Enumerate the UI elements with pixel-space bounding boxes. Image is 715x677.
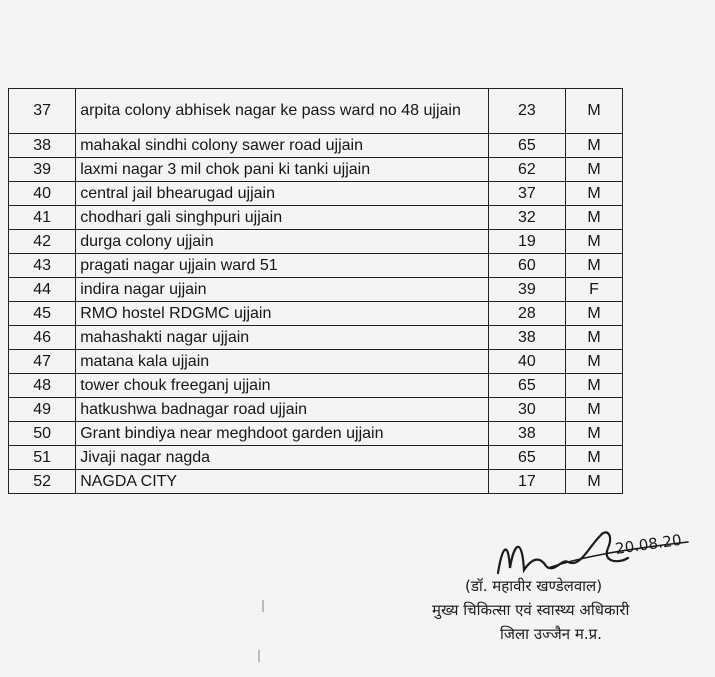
table-row (9, 302, 623, 326)
address-cell: indira nagar ujjain (76, 278, 488, 302)
age-cell: 32 (488, 206, 566, 230)
address-cell: arpita colony abhisek nagar ke pass ward no 48 ujjain (76, 89, 488, 134)
address-cell: Jivaji nagar nagda (76, 446, 488, 470)
sex-cell: M (566, 398, 623, 422)
officer-designation: मुख्य चिकित्सा एवं स्वास्थ्य अधिकारी (432, 601, 630, 619)
table-row (9, 182, 623, 206)
address-cell: RMO hostel RDGMC ujjain (76, 302, 488, 326)
age-cell: 23 (488, 89, 566, 134)
serial-number-cell: 40 (9, 182, 76, 206)
sex-cell: M (566, 89, 623, 134)
table-row (9, 470, 623, 494)
address-cell: pragati nagar ujjain ward 51 (76, 254, 488, 278)
office-location: जिला उज्जैन म.प्र. (500, 625, 602, 643)
serial-number-cell: 42 (9, 230, 76, 254)
serial-number-cell: 38 (9, 134, 76, 158)
sex-cell: M (566, 374, 623, 398)
signature-date: 20.08.20 (614, 530, 683, 558)
sex-cell: M (566, 134, 623, 158)
sex-cell: M (566, 158, 623, 182)
age-cell: 65 (488, 374, 566, 398)
serial-number-cell: 43 (9, 254, 76, 278)
table-row (9, 422, 623, 446)
address-cell: laxmi nagar 3 mil chok pani ki tanki ujjain (76, 158, 488, 182)
table-row (9, 230, 623, 254)
address-cell: chodhari gali singhpuri ujjain (76, 206, 488, 230)
table-row (9, 398, 623, 422)
age-cell: 62 (488, 158, 566, 182)
scan-mark (262, 600, 264, 612)
table-row (9, 326, 623, 350)
serial-number-cell: 47 (9, 350, 76, 374)
sex-cell: M (566, 446, 623, 470)
address-cell: mahakal sindhi colony sawer road ujjain (76, 134, 488, 158)
age-cell: 60 (488, 254, 566, 278)
age-cell: 65 (488, 446, 566, 470)
address-cell: central jail bhearugad ujjain (76, 182, 488, 206)
address-cell: Grant bindiya near meghdoot garden ujjain (76, 422, 488, 446)
officer-name: (डॉ. महावीर खण्डेलवाल) (465, 577, 603, 595)
sex-cell: F (566, 278, 623, 302)
age-cell: 19 (488, 230, 566, 254)
serial-number-cell: 39 (9, 158, 76, 182)
serial-number-cell: 44 (9, 278, 76, 302)
address-cell: durga colony ujjain (76, 230, 488, 254)
sex-cell: M (566, 326, 623, 350)
table-row (9, 89, 623, 134)
age-cell: 39 (488, 278, 566, 302)
age-cell: 40 (488, 350, 566, 374)
serial-number-cell: 41 (9, 206, 76, 230)
table-row (9, 158, 623, 182)
table-row (9, 374, 623, 398)
serial-number-cell: 48 (9, 374, 76, 398)
address-cell: hatkushwa badnagar road ujjain (76, 398, 488, 422)
table-row (9, 206, 623, 230)
age-cell: 37 (488, 182, 566, 206)
serial-number-cell: 49 (9, 398, 76, 422)
table-row (9, 278, 623, 302)
sex-cell: M (566, 230, 623, 254)
table-row (9, 446, 623, 470)
age-cell: 38 (488, 326, 566, 350)
address-cell: mahashakti nagar ujjain (76, 326, 488, 350)
sex-cell: M (566, 182, 623, 206)
address-cell: tower chouk freeganj ujjain (76, 374, 488, 398)
table-row (9, 350, 623, 374)
serial-number-cell: 52 (9, 470, 76, 494)
age-cell: 30 (488, 398, 566, 422)
address-cell: matana kala ujjain (76, 350, 488, 374)
age-cell: 17 (488, 470, 566, 494)
serial-number-cell: 46 (9, 326, 76, 350)
patient-list-table (8, 88, 623, 494)
table-row (9, 134, 623, 158)
serial-number-cell: 37 (9, 89, 76, 134)
address-cell: NAGDA CITY (76, 470, 488, 494)
table-row (9, 254, 623, 278)
serial-number-cell: 45 (9, 302, 76, 326)
sex-cell: M (566, 206, 623, 230)
serial-number-cell: 51 (9, 446, 76, 470)
sex-cell: M (566, 422, 623, 446)
serial-number-cell: 50 (9, 422, 76, 446)
age-cell: 28 (488, 302, 566, 326)
scan-mark (258, 650, 260, 662)
age-cell: 65 (488, 134, 566, 158)
sex-cell: M (566, 302, 623, 326)
age-cell: 38 (488, 422, 566, 446)
sex-cell: M (566, 470, 623, 494)
sex-cell: M (566, 254, 623, 278)
sex-cell: M (566, 350, 623, 374)
